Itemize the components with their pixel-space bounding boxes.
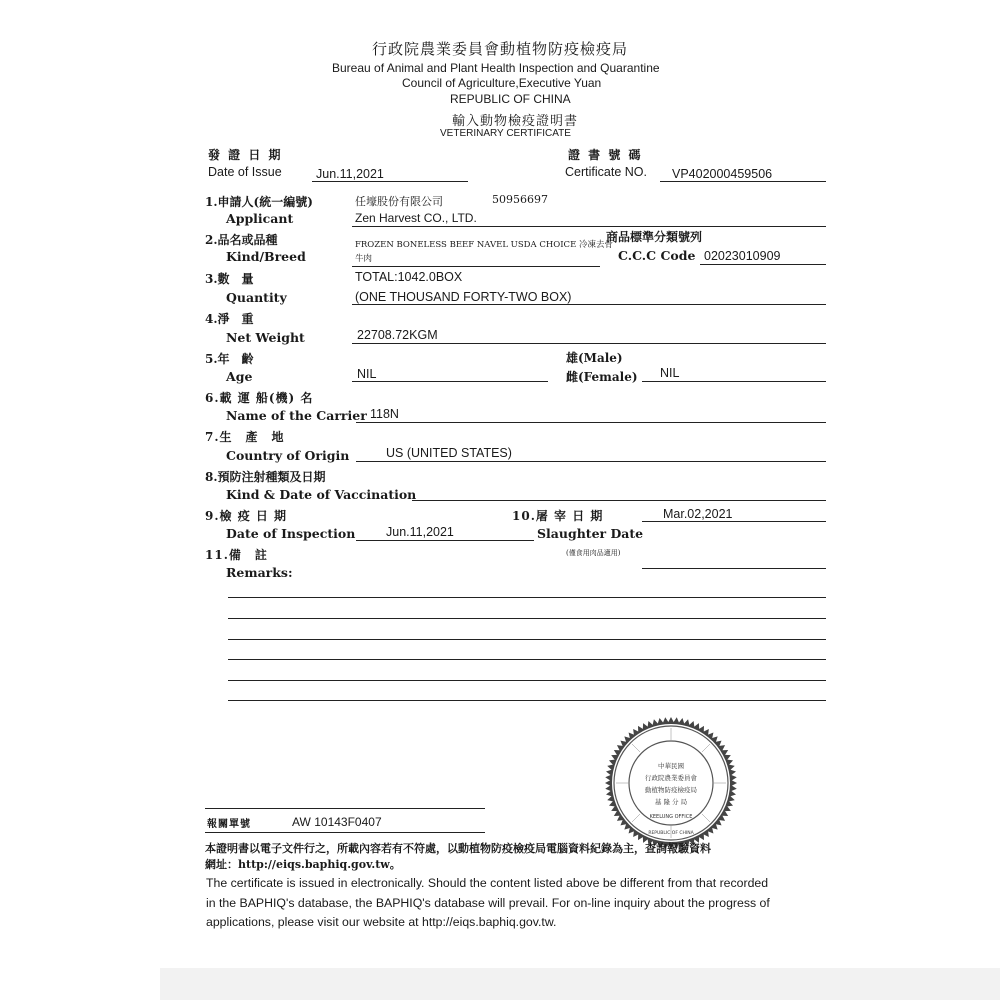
inspection-value: Jun.11,2021: [386, 525, 454, 539]
footer-note-zh-2: 網址：http://eiqs.baphiq.gov.tw。: [205, 858, 401, 871]
footer-note-zh-1: 本證明書以電子文件行之，所載內容若有不符處，以動植物防疫檢疫局電腦資料紀錄為主，查詢報驗資料: [205, 842, 711, 855]
carrier-underline: [356, 422, 826, 423]
certificate-title-en: VETERINARY CERTIFICATE: [440, 128, 571, 139]
remarks-label-en: Remarks:: [226, 565, 293, 580]
net-weight-underline: [352, 343, 826, 344]
carrier-value: 118N: [370, 407, 399, 421]
applicant-value-zh: 任壕股份有限公司: [355, 195, 443, 208]
issue-date-label-en: Date of Issue: [208, 165, 282, 179]
kind-value-line1: FROZEN BONELESS BEEF NAVEL USDA CHOICE 冷凍去骨: [355, 240, 613, 250]
quantity-label-zh: 3.數 量: [205, 272, 254, 286]
net-weight-value: 22708.72KGM: [357, 328, 438, 342]
kind-label-zh: 2.品名或品種: [205, 233, 278, 247]
net-weight-label-zh: 4.淨 重: [205, 312, 254, 326]
female-label: 雌(Female): [566, 370, 638, 384]
vaccination-underline: [412, 500, 826, 501]
applicant-id: 50956697: [492, 193, 548, 206]
origin-underline: [356, 461, 826, 462]
vaccination-label-en: Kind & Date of Vaccination: [226, 487, 417, 502]
carrier-label-en: Name of the Carrier: [226, 408, 367, 423]
certificate-no-value: VP402000459506: [672, 167, 773, 181]
certificate-no-underline: [660, 181, 826, 182]
kind-value-line2: 牛肉: [355, 254, 373, 264]
footer-note-en-2: in the BAPHIQ's database, the BAPHIQ's database will prevail. For on-line inquiry about the progress of: [206, 896, 770, 910]
vaccination-label-zh: 8.預防注射種類及日期: [205, 470, 326, 484]
quantity-label-en: Quantity: [226, 290, 287, 305]
bureau-title-zh: 行政院農業委員會動植物防疫檢疫局: [372, 40, 629, 58]
origin-label-en: Country of Origin: [226, 448, 350, 463]
footer-note-en-1: The certificate is issued in electronically. Should the content listed above be different from that recorded: [206, 876, 769, 890]
quantity-underline: [352, 304, 826, 305]
remarks-label-zh: 11.備 註: [205, 548, 268, 562]
remarks-line-4: [228, 659, 826, 660]
male-label: 雄(Male): [566, 351, 623, 365]
ccc-value: 02023010909: [704, 249, 781, 263]
sex-underline: [642, 381, 826, 382]
remarks-line-2: [228, 618, 826, 619]
inspection-underline: [356, 540, 534, 541]
slaughter-value: Mar.02,2021: [663, 507, 733, 521]
ccc-label-zh: 商品標準分類號列: [606, 230, 703, 244]
carrier-label-zh: 6.載 運 船(機) 名: [205, 391, 314, 405]
applicant-value-en: Zen Harvest CO., LTD.: [355, 211, 477, 225]
slaughter-note: (僅食用肉品適用): [566, 549, 621, 557]
customs-bottom-line: [205, 832, 485, 833]
applicant-underline: [352, 226, 826, 227]
ccc-underline: [700, 264, 826, 265]
issue-date-underline: [312, 181, 468, 182]
seal-line-1: 中華民國: [658, 762, 684, 770]
certificate-no-label-zh: 證 書 號 碼: [568, 148, 643, 162]
quantity-value-line2: (ONE THOUSAND FORTY-TWO BOX): [355, 290, 572, 304]
customs-label-zh: 報關單號: [207, 819, 251, 830]
net-weight-label-en: Net Weight: [226, 330, 305, 345]
kind-label-en: Kind/Breed: [226, 249, 306, 264]
official-seal: [604, 716, 738, 850]
origin-label-zh: 7.生 產 地: [205, 430, 285, 444]
bureau-title-en: Bureau of Animal and Plant Health Inspection and Quarantine: [332, 61, 660, 75]
customs-value: AW 10143F0407: [292, 815, 382, 829]
country-title: REPUBLIC OF CHINA: [450, 92, 571, 106]
inspection-label-en: Date of Inspection: [226, 526, 356, 541]
issue-date-label-zh: 發 證 日 期: [208, 148, 283, 162]
applicant-label-zh: 1.申請人(統一編號): [205, 195, 313, 209]
slaughter-label-zh: 10.屠 宰 日 期: [512, 509, 604, 523]
seal-line-2: 行政院農業委員會: [645, 774, 697, 782]
certificate-no-label-en: Certificate NO.: [565, 165, 647, 179]
origin-value: US (UNITED STATES): [386, 446, 512, 460]
inspection-label-zh: 9.檢 疫 日 期: [205, 509, 288, 523]
age-label-zh: 5.年 齡: [205, 352, 254, 366]
remarks-line-3: [228, 639, 826, 640]
age-label-en: Age: [226, 369, 253, 384]
age-value: NIL: [357, 367, 377, 381]
sex-value: NIL: [660, 366, 680, 380]
seal-line-3: 動植物防疫檢疫局: [645, 786, 697, 794]
issue-date-value: Jun.11,2021: [316, 167, 384, 181]
certificate-title-zh: 輸入動物檢疫證明書: [452, 114, 579, 129]
ccc-label-en: C.C.C Code: [618, 248, 696, 263]
slaughter-underline: [642, 521, 826, 522]
kind-underline: [352, 266, 600, 267]
slaughter-label-en: Slaughter Date: [537, 526, 644, 541]
official-seal-graphic: [604, 716, 738, 850]
quantity-value-line1: TOTAL:1042.0BOX: [355, 270, 463, 284]
seal-line-4: 基 隆 分 局: [654, 798, 688, 806]
remarks-line-6: [228, 700, 826, 701]
slaughter-note-underline: [642, 568, 826, 569]
footer-note-en-3: applications, please visit our website at http://eiqs.baphiq.gov.tw.: [206, 915, 557, 929]
council-title-en: Council of Agriculture,Executive Yuan: [402, 76, 602, 90]
seal-arc-bottom: KEELUNG OFFICE: [649, 814, 693, 820]
customs-top-line: [205, 808, 485, 809]
age-underline: [352, 381, 548, 382]
applicant-label-en: Applicant: [226, 211, 294, 226]
scan-edge-band: [160, 968, 1000, 1000]
seal-arc-bottom-2: REPUBLIC OF CHINA: [648, 831, 694, 836]
remarks-line-5: [228, 680, 826, 681]
remarks-line-1: [228, 597, 826, 598]
